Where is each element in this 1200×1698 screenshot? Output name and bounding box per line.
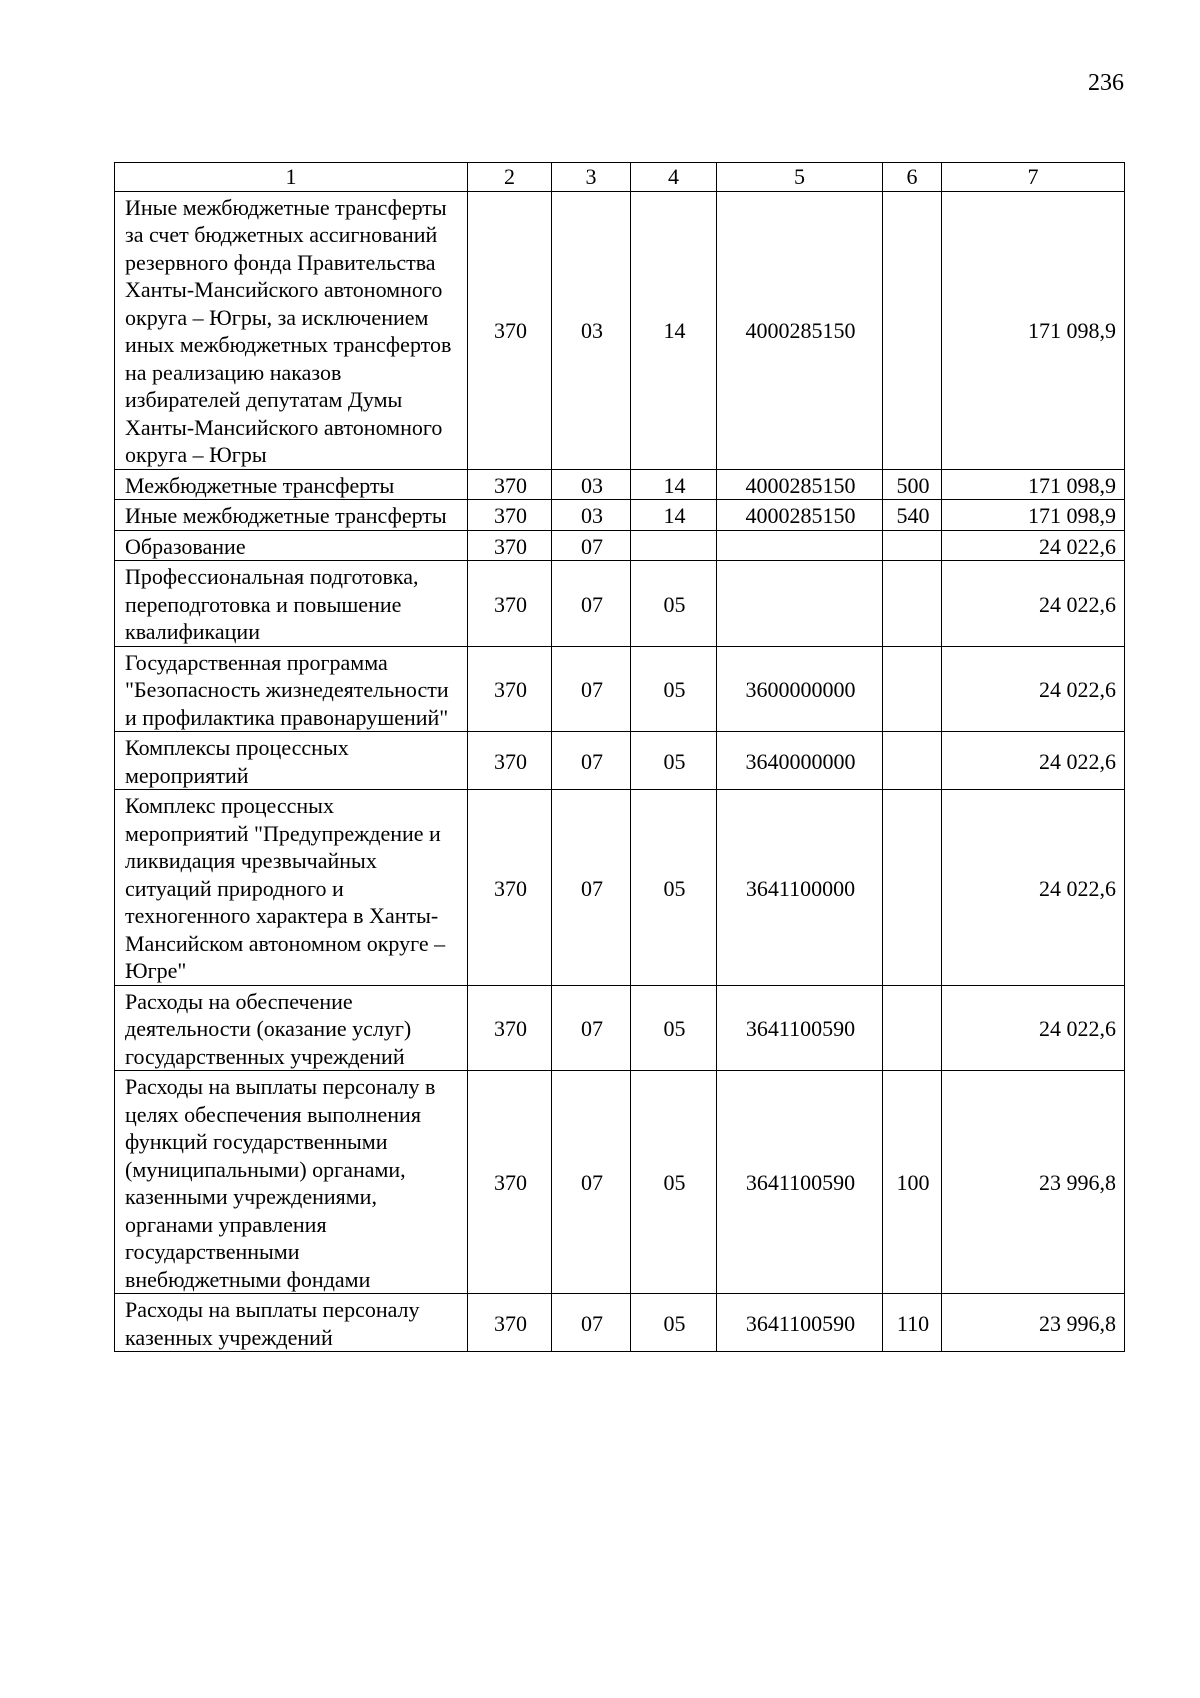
row-sum: 24 022,6 [942,561,1125,647]
row-csr: 3600000000 [717,646,883,732]
budget-table [114,162,1125,1352]
column-header: 3 [552,163,631,192]
table-row [115,1071,1125,1294]
table-row [115,646,1125,732]
table-row [115,985,1125,1071]
table-row [115,469,1125,500]
column-number-row [115,163,1125,192]
table-row [115,732,1125,790]
row-pr: 14 [631,469,717,500]
row-rz: 07 [552,985,631,1071]
row-grbs: 370 [468,1071,552,1294]
row-sum: 171 098,9 [942,500,1125,531]
table-row [115,561,1125,647]
row-grbs: 370 [468,646,552,732]
table-row [115,500,1125,531]
row-pr: 05 [631,1294,717,1352]
row-vr: 500 [883,469,942,500]
row-rz: 07 [552,790,631,986]
row-vr [883,790,942,986]
row-sum: 23 996,8 [942,1071,1125,1294]
row-pr: 05 [631,790,717,986]
table-row [115,1294,1125,1352]
row-name: Расходы на обеспечение деятельности (оказание услуг) государственных учреждений [115,985,468,1071]
row-pr: 05 [631,561,717,647]
row-name: Государственная программа "Безопасность жизнедеятельности и профилактика правонарушений" [115,646,468,732]
row-rz: 07 [552,561,631,647]
row-grbs: 370 [468,530,552,561]
row-pr: 05 [631,985,717,1071]
row-csr: 4000285150 [717,500,883,531]
row-sum: 23 996,8 [942,1294,1125,1352]
row-name: Комплексы процессных мероприятий [115,732,468,790]
row-sum: 24 022,6 [942,732,1125,790]
row-csr: 3641100590 [717,985,883,1071]
row-grbs: 370 [468,500,552,531]
row-grbs: 370 [468,1294,552,1352]
row-name: Иные межбюджетные трансферты за счет бюджетных ассигнований резервного фонда Правительства Ханты-Мансийского автономного округа – Югры, за исключением иных межбюджетных трансфертов на реализацию наказов избирателей депутатам Думы Ханты-Мансийского автономного округа – Югры [115,191,468,469]
row-rz: 07 [552,646,631,732]
table-row [115,790,1125,986]
row-sum: 24 022,6 [942,790,1125,986]
row-csr: 3641100000 [717,790,883,986]
row-pr [631,530,717,561]
row-pr: 05 [631,732,717,790]
row-rz: 07 [552,1071,631,1294]
row-name: Образование [115,530,468,561]
row-grbs: 370 [468,732,552,790]
row-pr: 05 [631,1071,717,1294]
row-vr [883,561,942,647]
row-name: Комплекс процессных мероприятий "Предупреждение и ликвидация чрезвычайных ситуаций природного и техногенного характера в Ханты-Мансийском автономном округе – Югре" [115,790,468,986]
row-grbs: 370 [468,191,552,469]
row-sum: 24 022,6 [942,530,1125,561]
row-csr [717,530,883,561]
row-vr: 100 [883,1071,942,1294]
row-csr: 3640000000 [717,732,883,790]
column-header: 5 [717,163,883,192]
column-header: 6 [883,163,942,192]
column-header: 4 [631,163,717,192]
row-vr [883,985,942,1071]
row-vr [883,530,942,561]
column-header: 2 [468,163,552,192]
row-rz: 03 [552,191,631,469]
row-rz: 03 [552,500,631,531]
row-rz: 07 [552,732,631,790]
row-sum: 24 022,6 [942,646,1125,732]
row-name: Межбюджетные трансферты [115,469,468,500]
row-name: Иные межбюджетные трансферты [115,500,468,531]
row-sum: 171 098,9 [942,469,1125,500]
row-vr [883,646,942,732]
row-csr [717,561,883,647]
row-vr [883,732,942,790]
row-sum: 171 098,9 [942,191,1125,469]
column-header: 7 [942,163,1125,192]
page-number: 236 [1088,70,1124,96]
row-name: Расходы на выплаты персоналу казенных учреждений [115,1294,468,1352]
row-grbs: 370 [468,469,552,500]
column-header: 1 [115,163,468,192]
row-pr: 05 [631,646,717,732]
row-vr: 110 [883,1294,942,1352]
table-row [115,530,1125,561]
row-name: Профессиональная подготовка, переподготовка и повышение квалификации [115,561,468,647]
row-vr [883,191,942,469]
row-csr: 4000285150 [717,191,883,469]
row-pr: 14 [631,500,717,531]
table-row [115,191,1125,469]
row-sum: 24 022,6 [942,985,1125,1071]
row-csr: 4000285150 [717,469,883,500]
row-vr: 540 [883,500,942,531]
row-csr: 3641100590 [717,1294,883,1352]
row-grbs: 370 [468,561,552,647]
row-pr: 14 [631,191,717,469]
row-name: Расходы на выплаты персоналу в целях обеспечения выполнения функций государственными (муниципальными) органами, казенными учреждениями, органами управления государственными внебюджетными фондами [115,1071,468,1294]
row-rz: 07 [552,1294,631,1352]
row-csr: 3641100590 [717,1071,883,1294]
row-grbs: 370 [468,790,552,986]
row-rz: 07 [552,530,631,561]
row-grbs: 370 [468,985,552,1071]
row-rz: 03 [552,469,631,500]
